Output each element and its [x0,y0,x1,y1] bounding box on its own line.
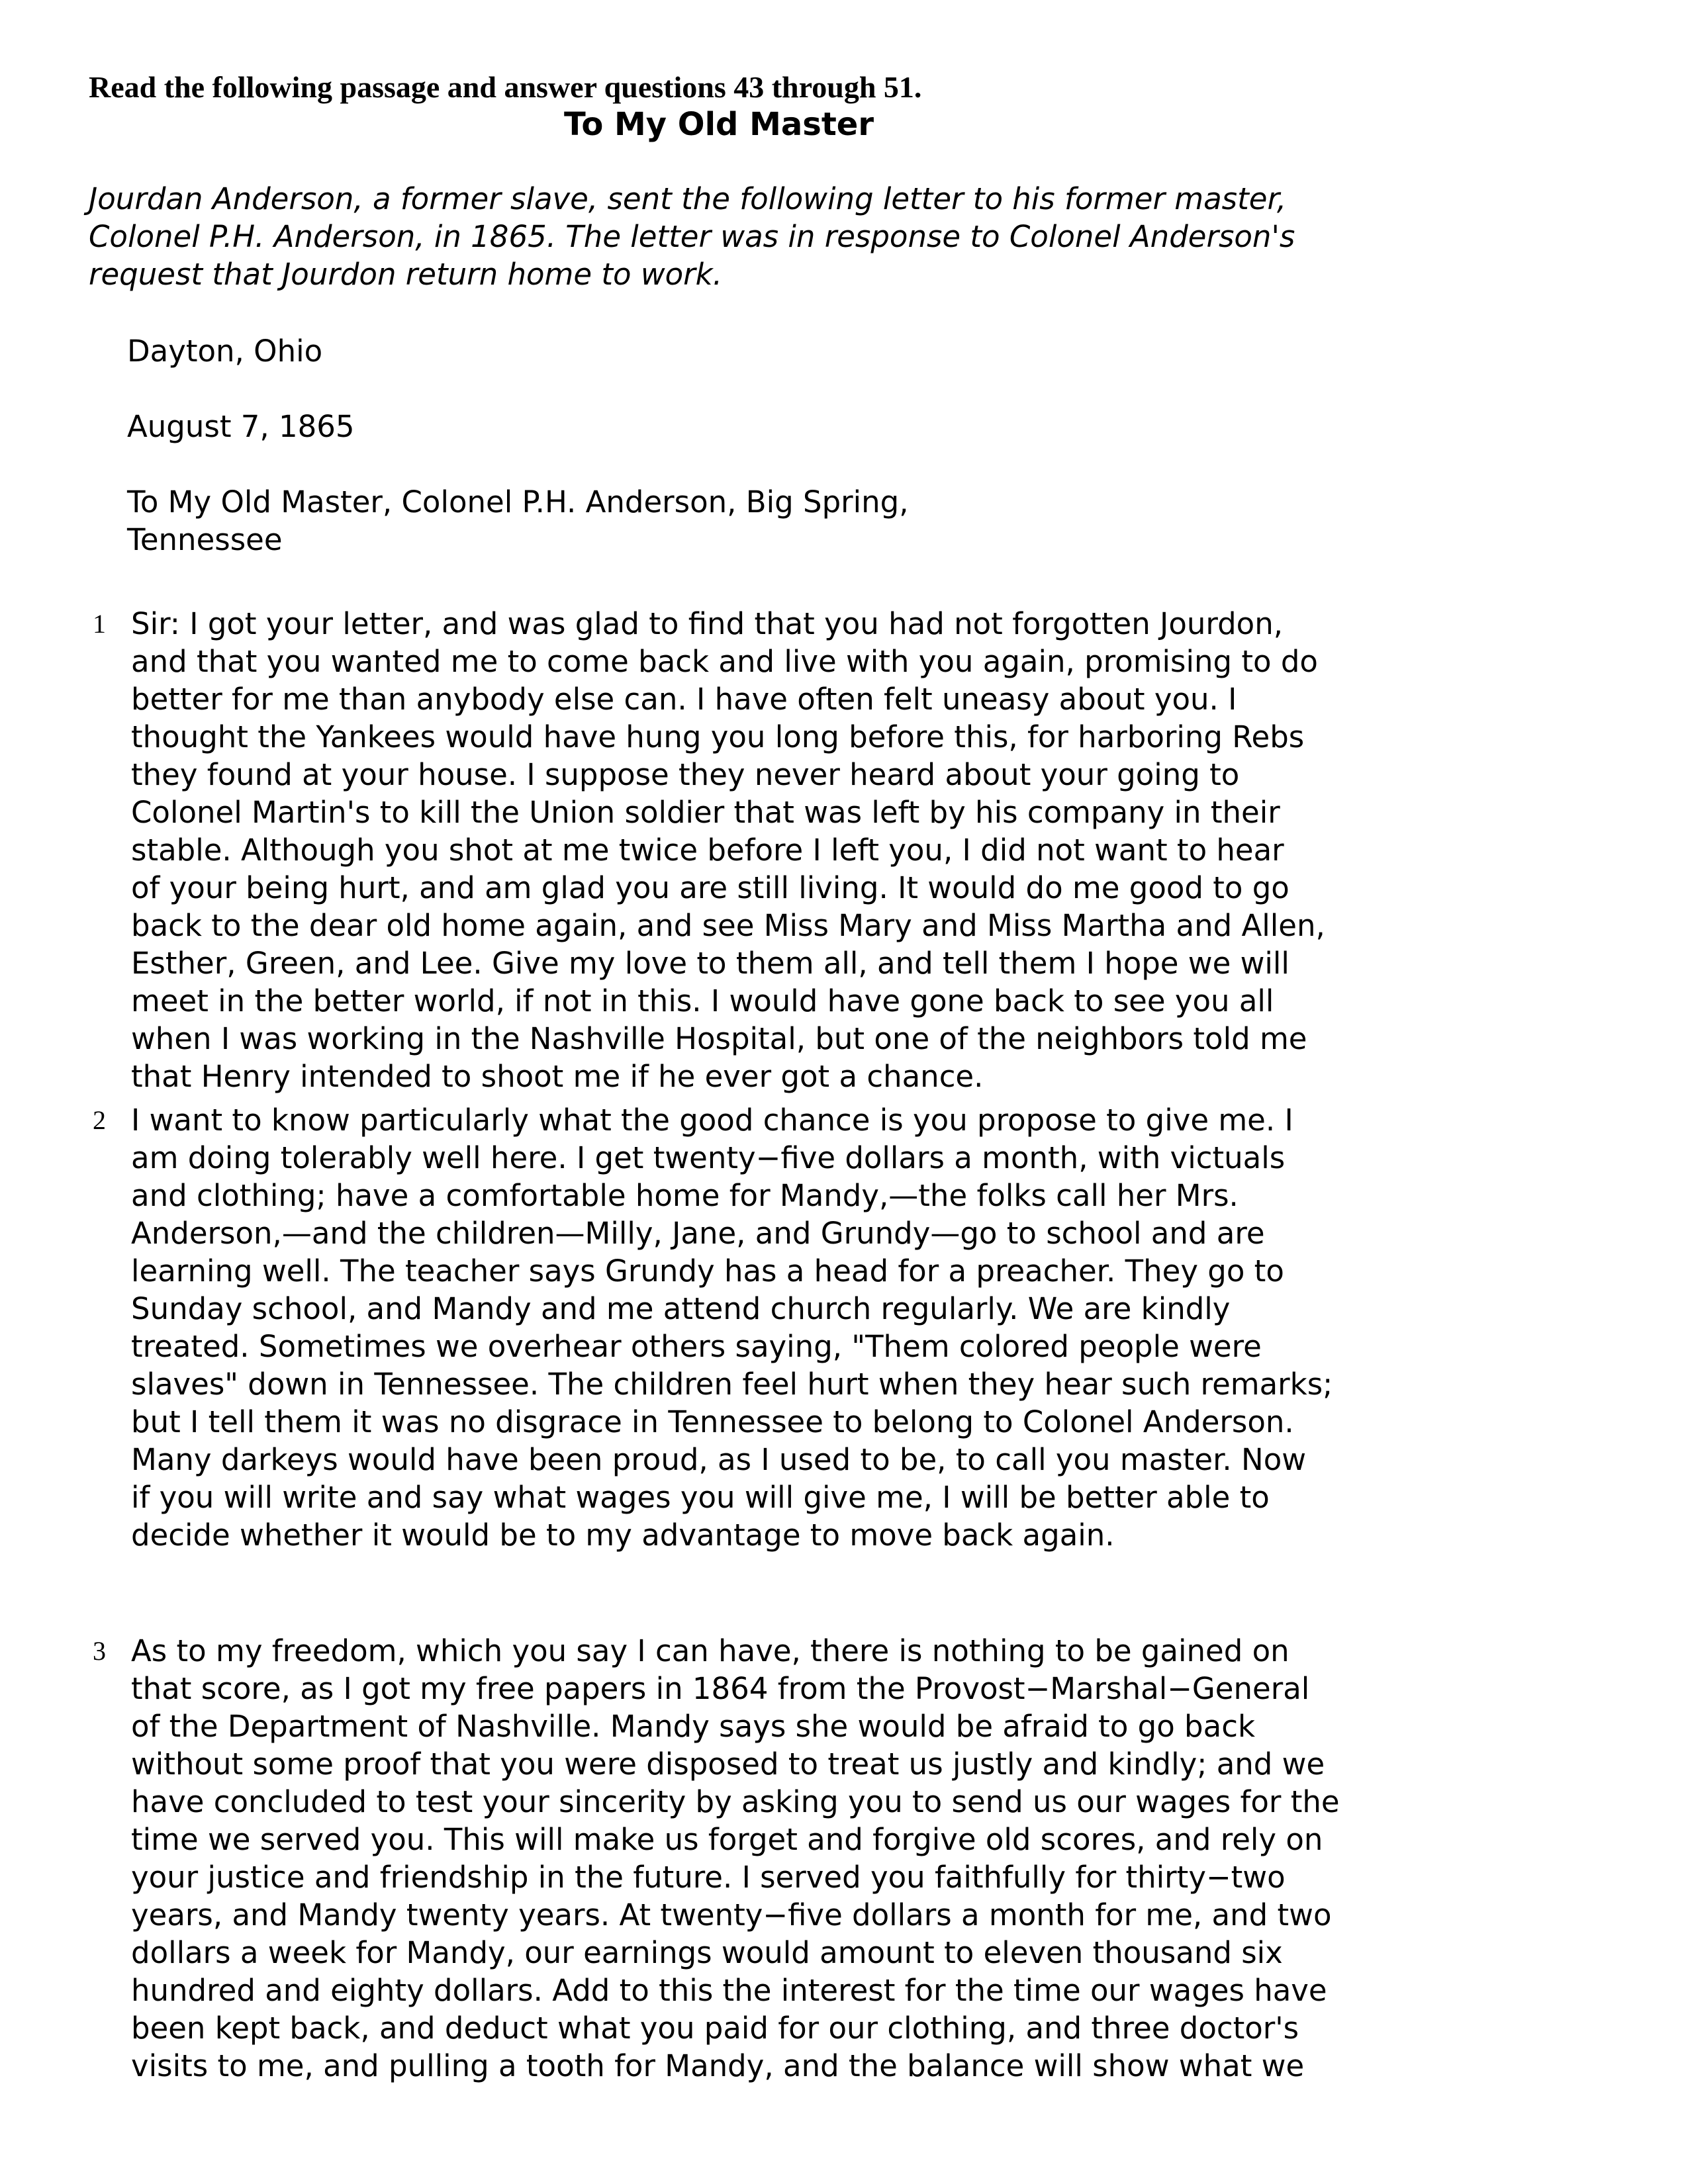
paragraph-line: of the Department of Nashville. Mandy says she would be afraid to go back [131,1709,1256,1744]
paragraph-line: Sunday school, and Mandy and me attend church regularly. We are kindly [131,1291,1231,1326]
paragraph-line: As to my freedom, which you say I can have, there is nothing to be gained on [131,1633,1289,1668]
paragraph-line: Anderson,—and the children—Milly, Jane, and Grundy—go to school and are [131,1216,1265,1251]
paragraph-line: meet in the better world, if not in this. I would have gone back to see you all [131,983,1274,1019]
paragraph-line: visits to me, and pulling a tooth for Mandy, and the balance will show what we [131,2048,1305,2083]
paragraph-line: been kept back, and deduct what you paid for our clothing, and three doctor's [131,2011,1299,2046]
passage-title: To My Old Master [563,106,874,143]
address-line: Tennessee [127,522,283,557]
paragraph-number: 2 [93,1105,106,1135]
paragraph-line: without some proof that you were disposed to treat us justly and kindly; and we [131,1747,1325,1782]
paragraph-number: 3 [93,1636,106,1666]
paragraph-line: learning well. The teacher says Grundy has a head for a preacher. They go to [131,1253,1284,1289]
paragraph-number: 1 [93,609,106,639]
paragraph-line: of your being hurt, and am glad you are still living. It would do me good to go [131,870,1289,905]
intro-paragraph [89,180,1333,293]
paragraph-line: I want to know particularly what the good chance is you propose to give me. I [131,1103,1293,1138]
paragraph-line: hundred and eighty dollars. Add to this the interest for the time our wages have [131,1973,1327,2008]
paragraph-2 [131,1101,1336,1554]
letter-address [127,483,909,559]
paragraph-line: Many darkeys would have been proud, as I used to be, to call you master. Now [131,1442,1307,1477]
paragraph-line: that score, as I got my free papers in 1864 from the Provost−Marshal−General [131,1671,1310,1706]
paragraph-line: slaves" down in Tennessee. The children feel hurt when they hear such remarks; [131,1367,1333,1402]
paragraph-line: and clothing; have a comfortable home for Mandy,—the folks call her Mrs. [131,1178,1239,1213]
paragraph-line: am doing tolerably well here. I get twenty−five dollars a month, with victuals [131,1140,1286,1175]
paragraph-line: dollars a week for Mandy, our earnings would amount to eleven thousand six [131,1935,1283,1970]
paragraph-line: Esther, Green, and Lee. Give my love to them all, and tell them I hope we will [131,946,1289,981]
paragraph-line: if you will write and say what wages you will give me, I will be better able to [131,1480,1270,1515]
intro-line: Colonel P.H. Anderson, in 1865. The letter was in response to Colonel Anderson's [89,219,1295,254]
paragraph-line: and that you wanted me to come back and live with you again, promising to do [131,644,1318,679]
paragraph-line: that Henry intended to shoot me if he ever got a chance. [131,1059,984,1094]
intro-line: Jourdan Anderson, a former slave, sent the following letter to his former master, [89,181,1287,216]
paragraph-line: your justice and friendship in the future. I served you faithfully for thirty−two [131,1860,1286,1895]
intro-line: request that Jourdon return home to work. [89,257,723,292]
instruction-text: Read the following passage and answer questions 43 through 51. [89,70,922,104]
paragraph-line: years, and Mandy twenty years. At twenty−five dollars a month for me, and two [131,1897,1332,1933]
paragraph-line: thought the Yankees would have hung you long before this, for harboring Rebs [131,719,1305,754]
paragraph-line: better for me than anybody else can. I have often felt uneasy about you. I [131,682,1237,717]
address-line: To My Old Master, Colonel P.H. Anderson, Big Spring, [127,484,909,520]
paragraph-3 [131,1632,1340,2085]
letter-place: Dayton, Ohio [127,334,323,369]
paragraph-line: have concluded to test your sincerity by asking you to send us our wages for the [131,1784,1340,1819]
paragraph-line: Sir: I got your letter, and was glad to find that you had not forgotten Jourdon, [131,606,1284,641]
paragraph-line: stable. Although you shot at me twice before I left you, I did not want to hear [131,833,1284,868]
letter-date: August 7, 1865 [127,409,355,444]
paragraph-line: back to the dear old home again, and see Miss Mary and Miss Martha and Allen, [131,908,1325,943]
paragraph-line: decide whether it would be to my advantage to move back again. [131,1518,1115,1553]
paragraph-line: time we served you. This will make us forget and forgive old scores, and rely on [131,1822,1323,1857]
paragraph-line: but I tell them it was no disgrace in Tennessee to belong to Colonel Anderson. [131,1404,1294,1439]
paragraph-line: when I was working in the Nashville Hospital, but one of the neighbors told me [131,1021,1307,1056]
paragraph-1 [131,605,1336,1095]
paragraph-line: treated. Sometimes we overhear others saying, "Them colored people were [131,1329,1262,1364]
paragraph-line: Colonel Martin's to kill the Union soldier that was left by his company in their [131,795,1280,830]
paragraph-line: they found at your house. I suppose they never heard about your going to [131,757,1240,792]
